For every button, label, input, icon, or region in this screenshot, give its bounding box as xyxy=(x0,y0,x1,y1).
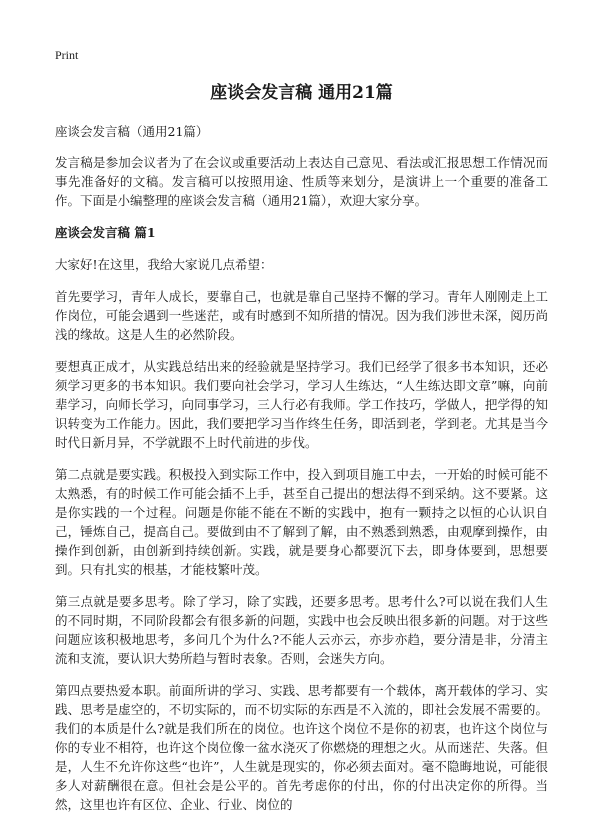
greeting-line: 大家好!在这里，我给大家说几点希望： xyxy=(55,257,273,272)
body-paragraph-2: 要想真正成才，从实践总结出来的经验就是坚持学习。我们已经学了很多书本知识，还必须学习更多的书本知识。我们要向社会学习，学习人生练达，“人生练达即文章”嘛，向前辈学习，向师长学习，向同事学习，三人行必有我师。学工作技巧，学做人，把学得的知识转变为工作能力。因此，我们要把学习当作终生任务，即活到老，学到老。尤其是当今时代日新月异，不学就跟不上时代前进的步伐。 xyxy=(55,359,548,450)
body-paragraph-4: 第三点就是要多思考。除了学习，除了实践，还要多思考。思考什么?可以说在我们人生的不同时期，不同阶段都会有很多新的问题，实践中也会反映出很多新的问题。对于这些问题应该积极地思考，多问几个为什么?不能人云亦云，亦步亦趋，要分清是非，分清主流和支流，要认识大势所趋与暂时表象。否则，会迷失方向。 xyxy=(55,594,548,666)
document-title: 座谈会发言稿 通用21篇 xyxy=(210,83,393,103)
section-heading: 座谈会发言稿 篇1 xyxy=(55,225,156,240)
intro-paragraph: 发言稿是参加会议者为了在会议或重要活动上表达自己意见、看法或汇报思想工作情况而事先准备好的文稿。发言稿可以按照用途、性质等来划分，是演讲上一个重要的准备工作。下面是小编整理的座谈会发言稿（通用21篇），欢迎大家分享。 xyxy=(55,155,548,208)
body-paragraph-1: 首先要学习，青年人成长，要靠自己，也就是靠自己坚持不懈的学习。青年人刚刚走上工作岗位，可能会遇到一些迷茫，或有时感到不知所措的情况。因为我们涉世未深，阅历尚浅的缘故。这是人生的必然阶段。 xyxy=(55,289,548,342)
body-paragraph-3: 第二点就是要实践。积极投入到实际工作中，投入到项目施工中去，一开始的时候可能不太熟悉，有的时候工作可能会插不上手，甚至自己提出的想法得不到采纳。这不要紧。这是你实践的一个过程。问题是你能不能在不断的实践中，抱有一颗持之以恒的心认识自己，锤炼自己，提高自己。要做到由不了解到了解，由不熟悉到熟悉，由观摩到操作，由操作到创新，由创新到持续创新。实践，就是要身心都要沉下去，即身体要到，思想要到。只有扎实的根基，才能枝繁叶茂。 xyxy=(55,467,548,577)
body-paragraph-5: 第四点要热爱本职。前面所讲的学习、实践、思考都要有一个载体，离开载体的学习、实践、思考是虚空的，不切实际的，而不切实际的东西是不入流的，即社会发展不需要的。我们的本质是什么?就是我们所在的岗位。也许这个岗位不是你的初衷，也许这个岗位与你的专业不相符，也许这个岗位像一盆水浇灭了你燃烧的理想之火。从而迷茫、失落。但是，人生不允许你这些“也许”，人生就是现实的，你必须去面对。毫不隐晦地说，可能很多人对薪酬很在意。但社会是公平的。首先考虑你的付出，你的付出决定你的所得。当然，这里也许有区位、企业、行业、岗位的 xyxy=(55,683,548,812)
document-subtitle: 座谈会发言稿（通用21篇） xyxy=(55,124,209,139)
print-link[interactable]: Print xyxy=(55,48,79,62)
